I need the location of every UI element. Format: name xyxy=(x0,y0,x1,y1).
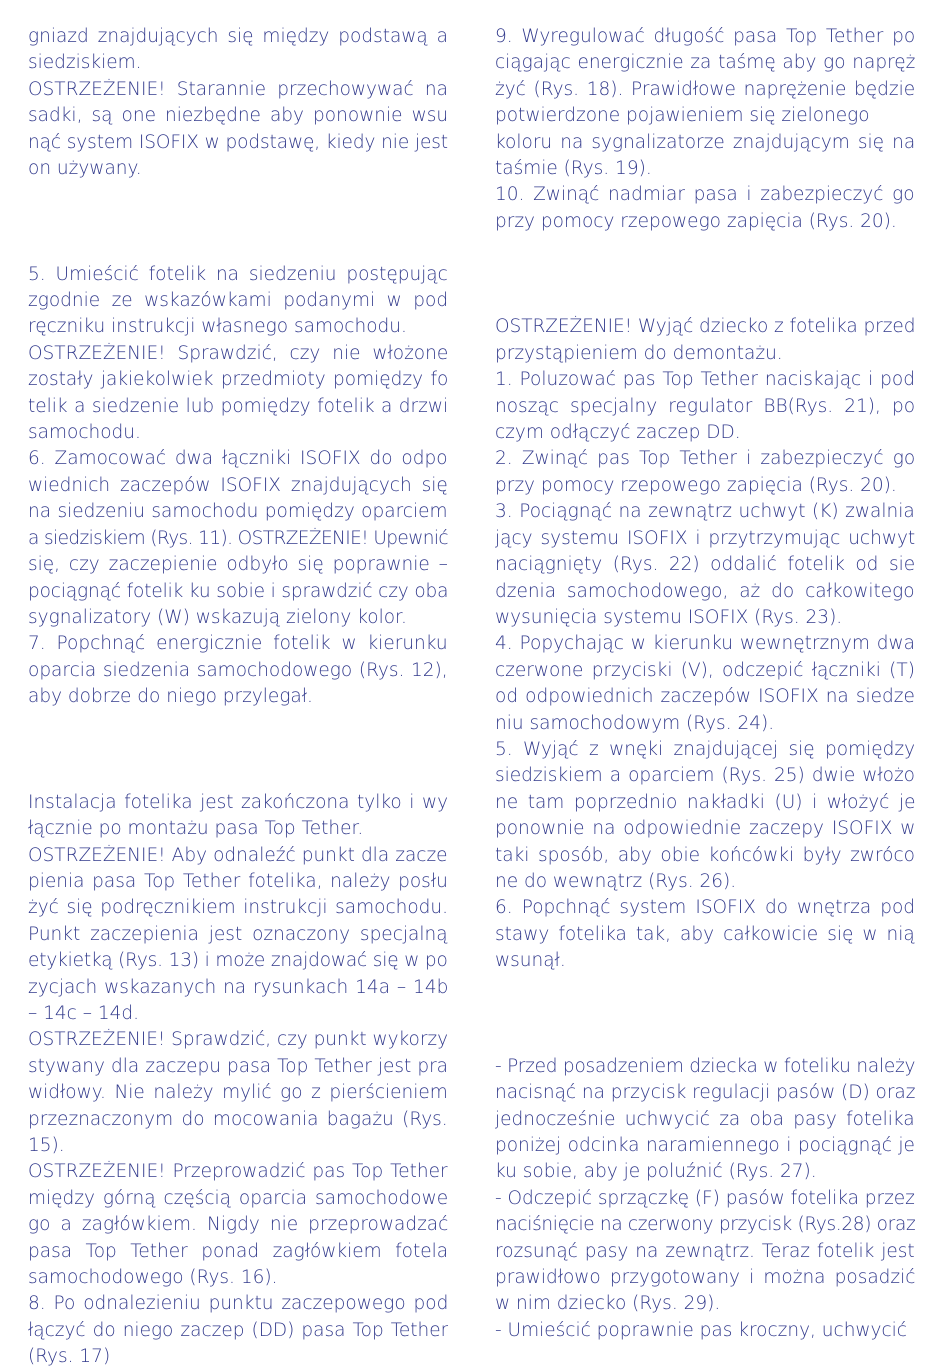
paragraph-installation-steps-9-10 xyxy=(495,24,915,235)
text-line: wsunął. xyxy=(495,950,566,972)
text-line: potwierdzone pojawieniem się zielonego xyxy=(495,105,870,127)
text-line: sygnalizatory (W) wskazują zielony kolor. xyxy=(28,606,407,628)
text-line: przy pomocy rzepowego zapięcia (Rys. 20). xyxy=(495,474,897,496)
text-line: wysunięcia systemu ISOFIX (Rys. 23). xyxy=(495,606,843,628)
text-line: ku sobie, aby je poluźnić (Rys. 27). xyxy=(495,1161,817,1183)
text-line: czym odłączyć zaczep DD. xyxy=(495,422,741,444)
text-line: naciągnięty (Rys. 22) oddalić fotelik od sie xyxy=(495,554,915,576)
text-line: stawy fotelika tak, aby całkowicie się w nią xyxy=(495,923,915,945)
text-line: żyć się podręcznikiem instrukcji samochodu. xyxy=(28,897,448,919)
text-line: 6. Popchnąć system ISOFIX do wnętrza pod xyxy=(495,897,915,919)
text-line: 3. Pociągnąć na zewnątrz uchwyt (K) zwalnia xyxy=(495,501,915,523)
text-line: wiednich zaczepów ISOFIX znajdujących się xyxy=(28,474,448,496)
text-line: ne tam poprzednio nakładki (U) i włożyć je xyxy=(495,791,915,813)
text-line: 8. Po odnalezieniu punktu zaczepowego pod xyxy=(28,1293,448,1315)
text-line: dzenia samochodowego, aż do całkowitego xyxy=(495,580,915,602)
text-line: OSTRZEŻENIE! Wyjąć dziecko z fotelika przed xyxy=(495,316,915,338)
text-line: 9. Wyregulować długość pasa Top Tether po xyxy=(495,26,915,47)
text-line: samochodowego (Rys. 16). xyxy=(28,1267,278,1289)
text-line: w nim dziecko (Rys. 29). xyxy=(495,1293,721,1315)
text-line: od odpowiednich zaczepów ISOFIX na siedze xyxy=(495,686,915,708)
text-line: ponownie na odpowiednie zaczepy ISOFIX w xyxy=(495,818,915,840)
text-line: widłowy. Nie należy mylić go z pierścieniem xyxy=(28,1082,448,1104)
text-line: czerwone przyciski (V), odczepić łączniki (T) xyxy=(495,659,915,681)
text-line: telik a siedzenie lub pomiędzy fotelik a drzwi xyxy=(28,395,448,417)
text-line: Instalacja fotelika jest zakończona tylko i wy xyxy=(28,791,448,813)
text-line: siedziskiem. xyxy=(28,52,142,74)
text-line: zgodnie ze wskazówkami podanymi w pod xyxy=(28,290,448,312)
text-line: OSTRZEŻENIE! Przeprowadzić pas Top Tether xyxy=(28,1161,448,1183)
text-line: – 14c – 14d. xyxy=(28,1002,140,1024)
text-line: żyć (Rys. 18). Prawidłowe naprężenie będzie xyxy=(495,78,915,100)
text-line: siedziskiem a oparciem (Rys. 25) dwie włożo xyxy=(495,765,915,787)
text-line: nąć system ISOFIX w podstawę, kiedy nie jest xyxy=(28,131,448,153)
text-line: 15). xyxy=(28,1135,65,1156)
text-line: a siedziskiem (Rys. 11). OSTRZEŻENIE! Upewnić xyxy=(28,527,448,549)
text-line: oparcia siedzenia samochodowego (Rys. 12), xyxy=(28,659,448,681)
text-line: nacisnąć na przycisk regulacji pasów (D) oraz xyxy=(495,1082,915,1104)
text-line: 10. Zwinąć nadmiar pasa i zabezpieczyć go xyxy=(495,184,915,206)
text-line: on używany. xyxy=(28,158,142,180)
right-column xyxy=(495,24,915,1344)
text-line: sadki, są one niezbędne aby ponownie wsu xyxy=(28,105,448,127)
text-line: jednocześnie uchwycić za oba pasy fotelika xyxy=(495,1108,915,1130)
text-line: przy pomocy rzepowego zapięcia (Rys. 20). xyxy=(495,210,897,232)
text-line: etykietką (Rys. 13) i może znajdować się w po xyxy=(28,950,448,972)
paragraph-seating-child xyxy=(495,1054,915,1344)
text-line: nosząc specjalny regulator BB(Rys. 21), po xyxy=(495,395,915,417)
text-line: się, czy zaczepienie odbyło się poprawnie – xyxy=(28,554,448,576)
text-line: niu samochodowym (Rys. 24). xyxy=(495,712,775,734)
text-line: przystąpieniem do demontażu. xyxy=(495,342,783,364)
text-line: OSTRZEŻENIE! Aby odnaleźć punkt dla zacze xyxy=(28,844,448,866)
text-line: 7. Popchnąć energicznie fotelik w kierunku xyxy=(28,633,448,655)
text-line: - Odczepić sprzączkę (F) pasów fotelika przez xyxy=(495,1187,915,1209)
text-line: 4. Popychając w kierunku wewnętrznym dwa xyxy=(495,633,915,655)
paragraph-installation-steps-5-7 xyxy=(28,262,448,711)
left-column xyxy=(28,24,448,1371)
text-line: rozsunąć pasy na zewnątrz. Teraz fotelik jest xyxy=(495,1240,915,1262)
text-line: koloru na sygnalizatorze znajdującym się na xyxy=(495,131,915,153)
text-line: 1. Poluzować pas Top Tether naciskając i pod xyxy=(495,369,915,391)
text-line: - Umieścić poprawnie pas kroczny, uchwycić xyxy=(495,1319,907,1341)
text-line: taki sposób, aby obie końcówki były zwróco xyxy=(495,844,915,866)
text-line: Punkt zaczepienia jest oznaczony specjalną xyxy=(28,923,448,945)
text-line: poniżej odcinka naramiennego i pociągnąć je xyxy=(495,1135,915,1156)
paragraph-removal-steps xyxy=(495,314,915,974)
text-line: aby dobrze do niego przylegał. xyxy=(28,686,313,708)
text-line: OSTRZEŻENIE! Starannie przechowywać na xyxy=(28,78,448,100)
text-line: zycjach wskazanych na rysunkach 14a – 14b xyxy=(28,976,448,998)
text-line: taśmie (Rys. 19). xyxy=(495,158,652,180)
text-line: OSTRZEŻENIE! Sprawdzić, czy punkt wykorzy xyxy=(28,1029,448,1051)
text-line: go a zagłówkiem. Nigdy nie przeprowadzać xyxy=(28,1214,448,1236)
text-line: zostały jakiekolwiek przedmioty pomiędzy fo xyxy=(28,369,448,391)
text-line: pasa Top Tether ponad zagłówkiem fotela xyxy=(28,1240,448,1262)
text-line: - Przed posadzeniem dziecka w foteliku należy xyxy=(495,1055,915,1077)
text-line: łącznie po montażu pasa Top Tether. xyxy=(28,818,364,840)
text-line: ne do wewnątrz (Rys. 26). xyxy=(495,870,737,892)
text-line: ręczniku instrukcji własnego samochodu. xyxy=(28,316,407,338)
text-line: na siedzeniu samochodu pomiędzy oparciem xyxy=(28,501,448,523)
text-line: między górną częścią oparcia samochodowe xyxy=(28,1187,448,1209)
text-line: samochodu. xyxy=(28,422,141,444)
text-line: gniazd znajdujących się między podstawą a xyxy=(28,26,448,47)
text-line: 2. Zwinąć pas Top Tether i zabezpieczyć go xyxy=(495,448,915,470)
text-line: naciśnięcie na czerwony przycisk (Rys.28) oraz xyxy=(495,1214,915,1236)
text-line: pociągnąć fotelik ku sobie i sprawdzić czy oba xyxy=(28,580,448,602)
text-line: 5. Umieścić fotelik na siedzeniu postępując xyxy=(28,263,448,285)
text-line: jący systemu ISOFIX i przytrzymując uchwyt xyxy=(495,527,915,549)
paragraph-isofix-storage xyxy=(28,24,448,182)
text-line: pienia pasa Top Tether fotelika, należy posłu xyxy=(28,870,448,892)
text-line: prawidłowo przygotowany i można posadzić xyxy=(495,1267,915,1289)
text-line: stywany dla zaczepu pasa Top Tether jest pra xyxy=(28,1055,448,1077)
paragraph-top-tether-installation xyxy=(28,790,448,1371)
text-line: 6. Zamocować dwa łączniki ISOFIX do odpo xyxy=(28,448,448,470)
text-line: OSTRZEŻENIE! Sprawdzić, czy nie włożone xyxy=(28,342,448,364)
text-line: łączyć do niego zaczep (DD) pasa Top Tether xyxy=(28,1319,448,1341)
text-line: ciągając energicznie za taśmę aby go napręż xyxy=(495,52,915,74)
text-line: (Rys. 17) xyxy=(28,1346,111,1368)
text-line: 5. Wyjąć z wnęki znajdującej się pomiędzy xyxy=(495,738,915,760)
text-line: przeznaczonym do mocowania bagażu (Rys. xyxy=(28,1108,448,1130)
